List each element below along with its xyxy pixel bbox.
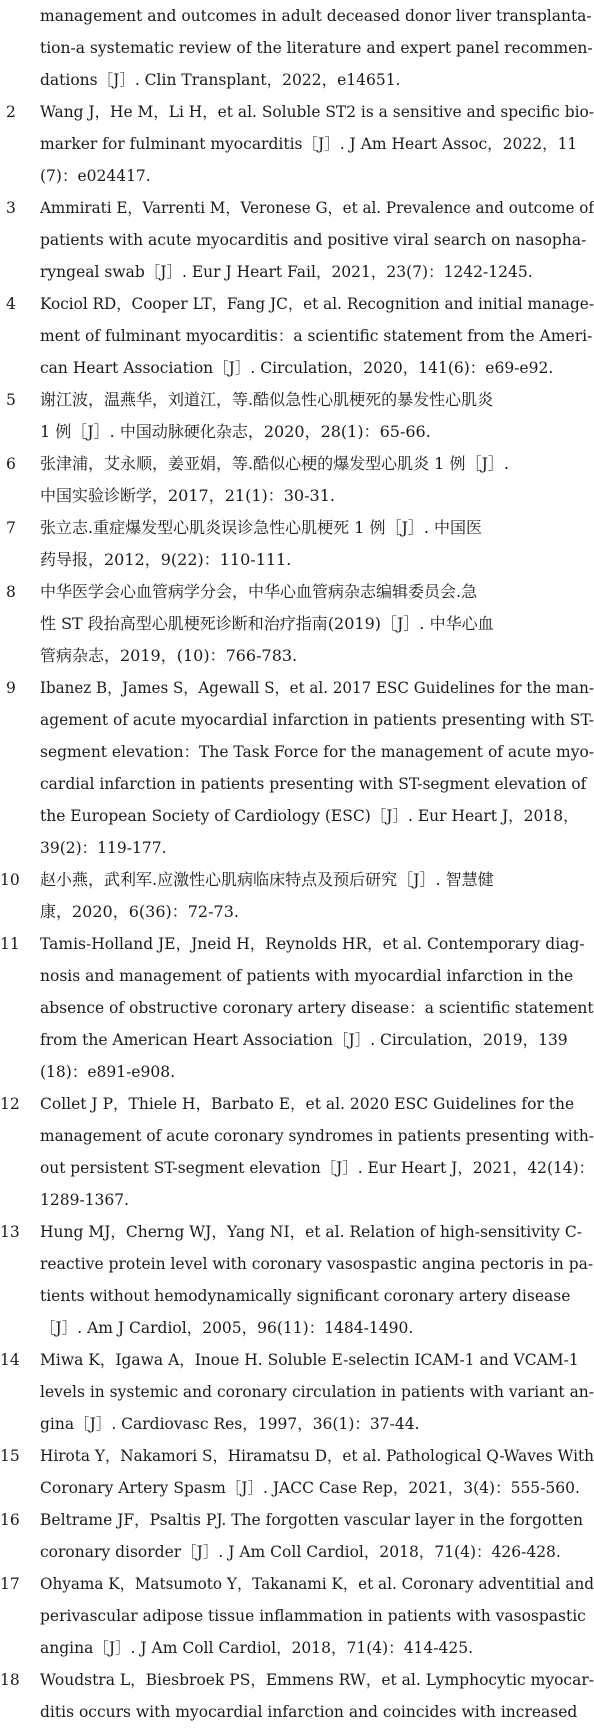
reference-number: 8: [6, 583, 16, 601]
reference-line: 中华医学会心血管病学分会，中华心血管病杂志编辑委员会.急: [40, 582, 478, 601]
reference-number: 10: [0, 871, 20, 889]
reference-line: Collet J P，Thiele H，Barbato E，et al. 2020 ESC Guidelines for the: [40, 1095, 575, 1113]
reference-line: Hung MJ，Cherng WJ，Yang NI，et al. Relation of high-sensitivity C-: [40, 1223, 582, 1241]
reference-line: ment of fulminant myocarditis：a scientific statement from the Ameri-: [40, 327, 593, 345]
reference-line: Beltrame JF，Psaltis PJ. The forgotten vascular layer in the forgotten: [40, 1511, 584, 1529]
reference-number: 13: [0, 1223, 20, 1241]
reference-line: Miwa K，Igawa A，Inoue H. Soluble E-selectin ICAM-1 and VCAM-1: [40, 1351, 579, 1369]
reference-line: 张立志.重症爆发型心肌炎误诊急性心肌梗死 1 例［J］. 中国医: [40, 518, 483, 537]
reference-line: 赵小燕，武利军.应激性心肌病临床特点及预后研究［J］. 智慧健: [40, 870, 494, 889]
reference-line: 谢江波，温燕华，刘道江，等.酷似急性心肌梗死的暴发性心肌炎: [40, 390, 494, 409]
reference-line: Kociol RD，Cooper LT，Fang JC，et al. Recognition and initial manage-: [40, 295, 594, 313]
reference-line: patients with acute myocarditis and positive viral search on nasopha-: [40, 231, 587, 249]
reference-number: 17: [0, 1575, 20, 1593]
reference-line: Woudstra L，Biesbroek PS，Emmens RW，et al. Lymphocytic myocar-: [40, 1671, 594, 1689]
reference-line: 康，2020，6(36)：72-73.: [40, 902, 239, 921]
reference-line: 张津浦，艾永顺，姜亚娟，等.酷似心梗的爆发型心肌炎 1 例［J］.: [40, 454, 509, 473]
reference-line: management of acute coronary syndromes in patients presenting with-: [40, 1127, 594, 1145]
reference-line: 药导报，2012，9(22)：110-111.: [40, 550, 292, 569]
reference-line: agement of acute myocardial infarction in patients presenting with ST-: [40, 711, 594, 729]
reference-line: Ibanez B，James S，Agewall S，et al. 2017 ESC Guidelines for the man-: [40, 679, 594, 697]
reference-number: 7: [6, 519, 16, 537]
reference-line: out persistent ST-segment elevation［J］. Eur Heart J，2021，42(14)：: [40, 1159, 594, 1177]
reference-line: Coronary Artery Spasm［J］. JACC Case Rep，2021，3(4)：555-560.: [40, 1479, 580, 1497]
reference-line: Wang J，He M，Li H，et al. Soluble ST2 is a sensitive and specific bio-: [40, 103, 594, 121]
reference-line: 性 ST 段抬高型心肌梗死诊断和治疗指南(2019)［J］. 中华心血: [40, 614, 494, 633]
reference-number: 5: [6, 391, 16, 409]
reference-line: Ammirati E，Varrenti M，Veronese G，et al. Prevalence and outcome of: [40, 199, 594, 217]
reference-line: absence of obstructive coronary artery disease：a scientific statement: [40, 999, 594, 1017]
reference-line: the European Society of Cardiology (ESC)［J］. Eur Heart J，2018，: [40, 807, 579, 825]
reference-line: management and outcomes in adult deceased donor liver transplanta-: [40, 7, 592, 25]
reference-line: tients without hemodynamically significant coronary artery disease: [40, 1287, 571, 1305]
reference-number: 3: [6, 199, 16, 217]
reference-number: 2: [6, 103, 16, 121]
reference-number: 14: [0, 1351, 20, 1369]
reference-line: 管病杂志，2019，(10)：766-783.: [40, 646, 298, 665]
reference-line: Ohyama K，Matsumoto Y，Takanami K，et al. Coronary adventitial and: [40, 1575, 594, 1593]
reference-line: ryngeal swab［J］. Eur J Heart Fail，2021，23(7)：1242-1245.: [40, 263, 533, 281]
reference-line: 1289-1367.: [40, 1191, 130, 1209]
reference-number: 4: [6, 295, 16, 313]
reference-line: coronary disorder［J］. J Am Coll Cardiol，2018，71(4)：426-428.: [40, 1543, 561, 1561]
reference-number: 12: [0, 1095, 20, 1113]
reference-line: dations［J］. Clin Transplant，2022，e14651.: [40, 71, 401, 89]
reference-line: levels in systemic and coronary circulation in patients with variant an-: [40, 1383, 594, 1401]
reference-number: 11: [0, 935, 20, 953]
reference-line: ［J］. Am J Cardiol，2005，96(11)：1484-1490.: [40, 1319, 414, 1337]
reference-number: 15: [0, 1447, 20, 1465]
reference-line: cardial infarction in patients presenting with ST-segment elevation of: [40, 775, 587, 793]
reference-line: 1 例［J］. 中国动脉硬化杂志，2020，28(1)：65-66.: [40, 422, 431, 441]
reference-line: Hirota Y，Nakamori S，Hiramatsu D，et al. Pathological Q-Waves With: [40, 1447, 594, 1465]
reference-line: tion-a systematic review of the literature and expert panel recommen-: [40, 39, 593, 57]
reference-line: ditis occurs with myocardial infarction and coincides with increased: [40, 1703, 578, 1721]
reference-line: perivascular adipose tissue inflammation in patients with vasospastic: [40, 1607, 586, 1625]
reference-line: 39(2)：119-177.: [40, 839, 167, 857]
reference-line: reactive protein level with coronary vasospastic angina pectoris in pa-: [40, 1255, 594, 1273]
reference-line: angina［J］. J Am Coll Cardiol，2018，71(4)：414-425.: [40, 1639, 474, 1657]
reference-number: 9: [6, 679, 16, 697]
reference-line: can Heart Association［J］. Circulation，2020，141(6)：e69-e92.: [40, 359, 554, 377]
reference-line: 中国实验诊断学，2017，21(1)：30-31.: [40, 486, 335, 505]
reference-line: from the American Heart Association［J］. Circulation，2019，139: [40, 1031, 568, 1049]
reference-line: (18)：e891-e908.: [40, 1063, 175, 1081]
reference-line: segment elevation：The Task Force for the management of acute myo-: [40, 743, 594, 761]
reference-line: nosis and management of patients with myocardial infarction in the: [40, 967, 574, 985]
reference-number: 16: [0, 1511, 20, 1529]
reference-line: (7)：e024417.: [40, 167, 151, 185]
reference-number: 18: [0, 1671, 20, 1689]
reference-number: 6: [6, 455, 16, 473]
reference-line: Tamis-Holland JE，Jneid H，Reynolds HR，et al. Contemporary diag-: [40, 935, 585, 953]
reference-line: gina［J］. Cardiovasc Res，1997，36(1)：37-44.: [40, 1415, 420, 1433]
reference-line: marker for fulminant myocarditis［J］. J Am Heart Assoc，2022，11: [40, 135, 578, 153]
